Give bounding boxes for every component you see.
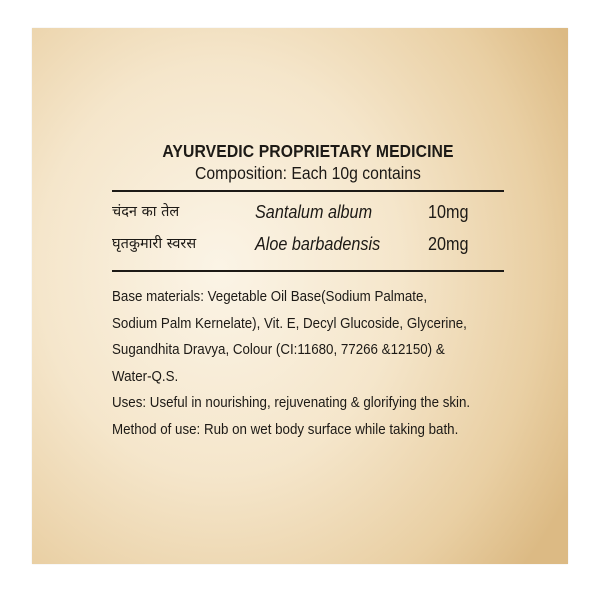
ingredient-quantity: 10mg	[428, 202, 469, 222]
base-materials-line: Base materials: Vegetable Oil Base(Sodium Palmate,	[112, 289, 428, 305]
ingredient-hindi-name: घृतकुमारी स्वरस	[112, 236, 197, 252]
ingredients-list	[112, 192, 504, 266]
label-title: AYURVEDIC PROPRIETARY MEDICINE	[162, 141, 454, 161]
ingredient-quantity: 20mg	[428, 234, 469, 254]
uses-line: Uses: Useful in nourishing, rejuvenating & glorifying the skin.	[112, 395, 471, 411]
ingredient-row	[112, 196, 504, 228]
base-materials-line: Sodium Palm Kernelate), Vit. E, Decyl Glucoside, Glycerine,	[112, 315, 467, 332]
ingredient-hindi-name: चंदन का तेल	[112, 204, 180, 220]
composition-heading: Composition: Each 10g contains	[195, 163, 421, 183]
label-body-text	[112, 284, 504, 443]
base-materials-line: Water-Q.S.	[112, 368, 179, 385]
method-of-use-line: Method of use: Rub on wet body surface while taking bath.	[112, 421, 459, 438]
label-content	[112, 140, 504, 443]
ingredient-latin-name: Aloe barbadensis	[255, 234, 381, 254]
ingredient-row	[112, 228, 504, 260]
base-materials-line: Sugandhita Dravya, Colour (CI:11680, 77266 &12150) &	[112, 342, 445, 358]
bottom-divider	[112, 270, 504, 272]
ingredient-latin-name: Santalum album	[255, 202, 373, 222]
